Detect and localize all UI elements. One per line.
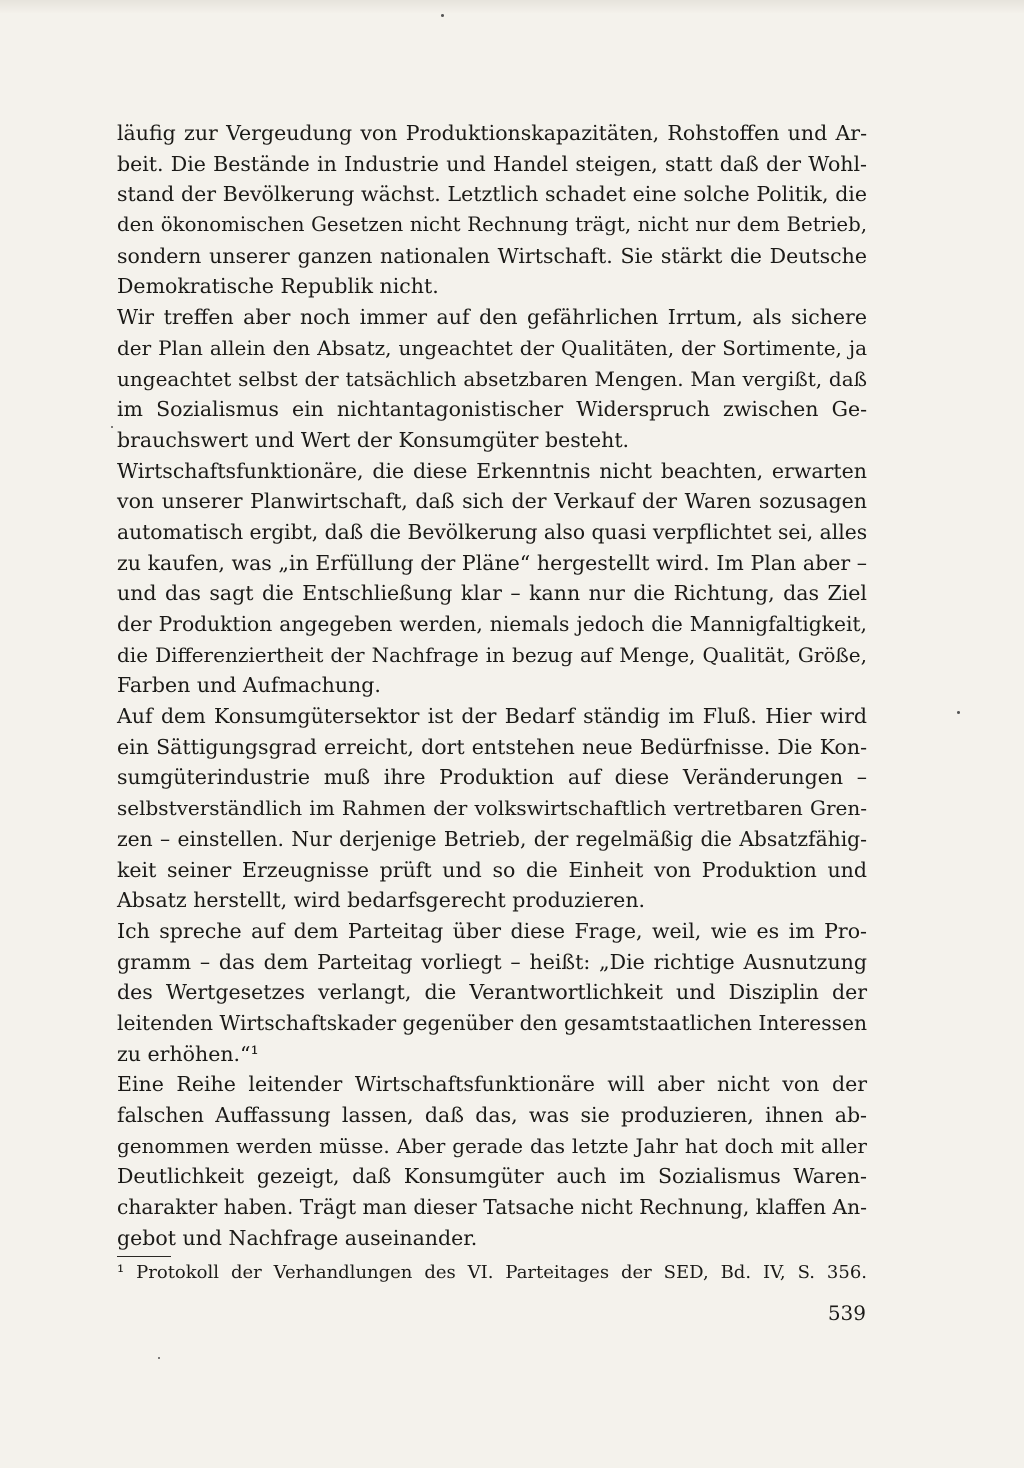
print-speck [111, 426, 113, 428]
text-line: zen – einstellen. Nur derjenige Betrieb, der regelmäßig die Absatzfähig- [117, 826, 867, 851]
footnote-rule [117, 1256, 171, 1257]
paragraph-lines [117, 118, 867, 1253]
print-speck [441, 14, 444, 17]
footnote: ¹ Protokoll der Verhandlungen des VI. Parteitages der SED, Bd. IV, S. 356. [117, 1262, 867, 1284]
text-line: sondern unserer ganzen nationalen Wirtschaft. Sie stärkt die Deutsche [117, 243, 867, 268]
text-line: und das sagt die Entschließung klar – kann nur die Richtung, das Ziel [117, 581, 867, 606]
text-line: automatisch ergibt, daß die Bevölkerung also quasi verpflichtet sei, alles [117, 519, 868, 544]
text-line: Absatz herstellt, wird bedarfsgerecht produzieren. [117, 888, 646, 913]
text-line: den ökonomischen Gesetzen nicht Rechnung trägt, nicht nur dem Betrieb, [117, 213, 867, 237]
text-line: selbstverständlich im Rahmen der volkswirtschaftlich vertretbaren Gren- [117, 796, 867, 821]
text-line: von unserer Planwirtschaft, daß sich der Verkauf der Waren sozusagen [117, 489, 867, 514]
text-line: Wirtschaftsfunktionäre, die diese Erkenntnis nicht beachten, erwarten [117, 458, 867, 483]
print-speck [158, 1357, 160, 1359]
text-line: zu erhöhen.“¹ [117, 1041, 259, 1066]
text-line: Farben und Aufmachung. [117, 673, 381, 698]
text-line: im Sozialismus ein nichtantagonistischer Widerspruch zwischen Ge- [117, 397, 867, 422]
text-line: Ich spreche auf dem Parteitag über diese Frage, weil, wie es im Pro- [117, 918, 867, 943]
text-line: die Differenziertheit der Nachfrage in bezug auf Menge, Qualität, Größe, [117, 642, 867, 667]
text-line: gramm – das dem Parteitag vorliegt – heißt: „Die richtige Ausnutzung [117, 949, 867, 974]
text-line: stand der Bevölkerung wächst. Letztlich schadet eine solche Politik, die [117, 182, 867, 207]
text-line: läufig zur Vergeudung von Produktionskapazitäten, Rohstoffen und Ar- [117, 121, 867, 145]
text-line: ungeachtet selbst der tatsächlich absetzbaren Mengen. Man vergißt, daß [117, 366, 867, 391]
text-line: Eine Reihe leitender Wirtschaftsfunktionäre will aber nicht von der [117, 1072, 867, 1097]
body-text [117, 118, 867, 1284]
text-line: genommen werden müsse. Aber gerade das letzte Jahr hat doch mit aller [117, 1133, 867, 1158]
text-line: sumgüterindustrie muß ihre Produktion auf diese Veränderungen – [117, 765, 867, 790]
text-line: Deutlichkeit gezeigt, daß Konsumgüter auch im Sozialismus Waren- [117, 1164, 867, 1189]
text-line: brauchswert und Wert der Konsumgüter besteht. [117, 427, 630, 452]
text-line: ein Sättigungsgrad erreicht, dort entstehen neue Bedürfnisse. Die Kon- [117, 734, 867, 759]
text-line: Wir treffen aber noch immer auf den gefährlichen Irrtum, als sichere [117, 305, 867, 330]
text-line: des Wertgesetzes verlangt, die Verantwortlichkeit und Disziplin der [117, 980, 867, 1005]
text-line: falschen Auffassung lassen, daß das, was sie produzieren, ihnen ab- [117, 1103, 867, 1127]
page-top-edge [0, 0, 1024, 14]
page-number: 539 [827, 1301, 866, 1325]
text-line: Auf dem Konsumgütersektor ist der Bedarf ständig im Fluß. Hier wird [117, 704, 867, 729]
text-line: Demokratische Republik nicht. [117, 274, 439, 299]
text-line: zu kaufen, was „in Erfüllung der Pläne“ hergestellt wird. Im Plan aber – [117, 550, 867, 575]
text-line: charakter haben. Trägt man dieser Tatsache nicht Rechnung, klaffen An- [117, 1195, 867, 1220]
text-line: der Plan allein den Absatz, ungeachtet der Qualitäten, der Sortimente, ja [117, 335, 867, 360]
text-line: leitenden Wirtschaftskader gegenüber den gesamtstaatlichen Interessen [117, 1010, 868, 1035]
text-line: beit. Die Bestände in Industrie und Handel steigen, statt daß der Wohl- [117, 151, 867, 176]
text-line: keit seiner Erzeugnisse prüft und so die Einheit von Produktion und [117, 857, 867, 882]
text-line: gebot und Nachfrage auseinander. [117, 1225, 478, 1250]
text-line: der Produktion angegeben werden, niemals jedoch die Mannigfaltigkeit, [117, 612, 867, 636]
print-speck [957, 711, 960, 714]
